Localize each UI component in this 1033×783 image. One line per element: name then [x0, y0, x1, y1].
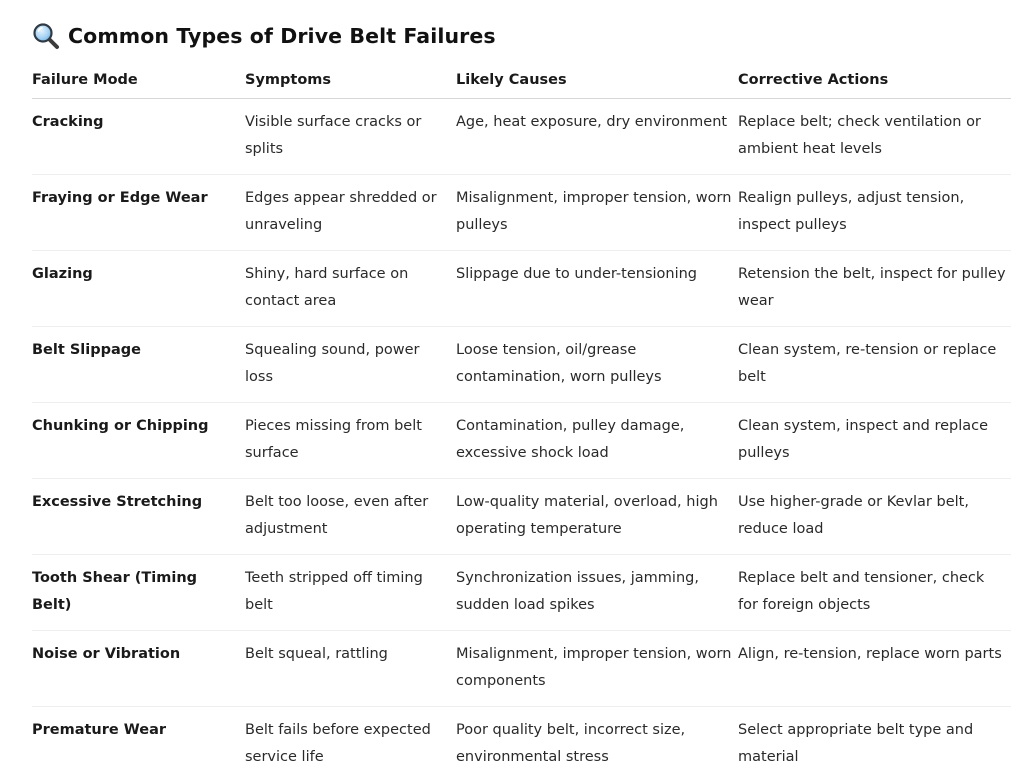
failure-mode-cell: Glazing	[32, 251, 245, 327]
causes-cell: Synchronization issues, jamming, sudden load spikes	[456, 555, 738, 631]
page-title-text: Common Types of Drive Belt Failures	[68, 24, 496, 48]
causes-cell: Slippage due to under-tensioning	[456, 251, 738, 327]
table-row	[32, 631, 1011, 707]
causes-cell: Misalignment, improper tension, worn pulleys	[456, 175, 738, 251]
causes-cell: Low-quality material, overload, high operating temperature	[456, 479, 738, 555]
table-row	[32, 479, 1011, 555]
failures-table	[32, 62, 1011, 782]
symptoms-cell: Belt fails before expected service life	[245, 722, 431, 765]
header-corrective-actions: Corrective Actions	[738, 62, 1011, 99]
actions-cell: Select appropriate belt type and material	[738, 722, 974, 765]
failure-mode-cell: Excessive Stretching	[32, 479, 245, 555]
failure-mode-cell: Fraying or Edge Wear	[32, 175, 245, 251]
actions-cell: Retension the belt, inspect for pulley wear	[738, 251, 1011, 327]
symptoms-cell: Visible surface cracks or splits	[245, 99, 456, 175]
header-symptoms: Symptoms	[245, 62, 456, 99]
page-title	[32, 20, 496, 52]
actions-cell: Replace belt and tensioner, check for foreign objects	[738, 555, 1011, 631]
actions-cell: Replace belt; check ventilation or ambient heat levels	[738, 99, 1011, 175]
actions-cell: Realign pulleys, adjust tension, inspect pulleys	[738, 175, 1011, 251]
table-row	[32, 707, 1011, 783]
failure-mode-cell: Cracking	[32, 99, 245, 175]
table-row	[32, 251, 1011, 327]
symptoms-cell: Squealing sound, power loss	[245, 327, 456, 403]
causes-cell: Contamination, pulley damage, excessive shock load	[456, 403, 738, 479]
table-row	[32, 327, 1011, 403]
symptoms-cell: Edges appear shredded or unraveling	[245, 175, 456, 251]
table-row	[32, 403, 1011, 479]
symptoms-cell: Teeth stripped off timing belt	[245, 555, 456, 631]
failure-mode-cell: Tooth Shear (Timing Belt)	[32, 555, 245, 631]
table-row	[32, 555, 1011, 631]
actions-cell: Clean system, inspect and replace pulleys	[738, 403, 1011, 479]
table-row	[32, 99, 1011, 175]
symptoms-cell: Belt too loose, even after adjustment	[245, 479, 456, 555]
header-failure-mode: Failure Mode	[32, 62, 245, 99]
causes-cell: Poor quality belt, incorrect size, environmental stress	[456, 722, 686, 765]
header-likely-causes: Likely Causes	[456, 62, 738, 99]
failure-mode-cell: Chunking or Chipping	[32, 403, 245, 479]
table-row	[32, 175, 1011, 251]
failure-mode-cell: Premature Wear	[32, 722, 167, 738]
causes-cell: Loose tension, oil/grease contamination, worn pulleys	[456, 327, 738, 403]
magnifying-glass-icon	[32, 22, 60, 50]
actions-cell: Use higher-grade or Kevlar belt, reduce load	[738, 479, 1011, 555]
causes-cell: Misalignment, improper tension, worn components	[456, 631, 738, 707]
causes-cell: Age, heat exposure, dry environment	[456, 99, 738, 175]
table-header-row	[32, 62, 1011, 99]
actions-cell: Align, re-tension, replace worn parts	[738, 631, 1011, 707]
actions-cell: Clean system, re-tension or replace belt	[738, 327, 1011, 403]
symptoms-cell: Belt squeal, rattling	[245, 631, 456, 707]
symptoms-cell: Pieces missing from belt surface	[245, 403, 456, 479]
failure-mode-cell: Noise or Vibration	[32, 631, 245, 707]
symptoms-cell: Shiny, hard surface on contact area	[245, 251, 456, 327]
failure-mode-cell: Belt Slippage	[32, 327, 245, 403]
